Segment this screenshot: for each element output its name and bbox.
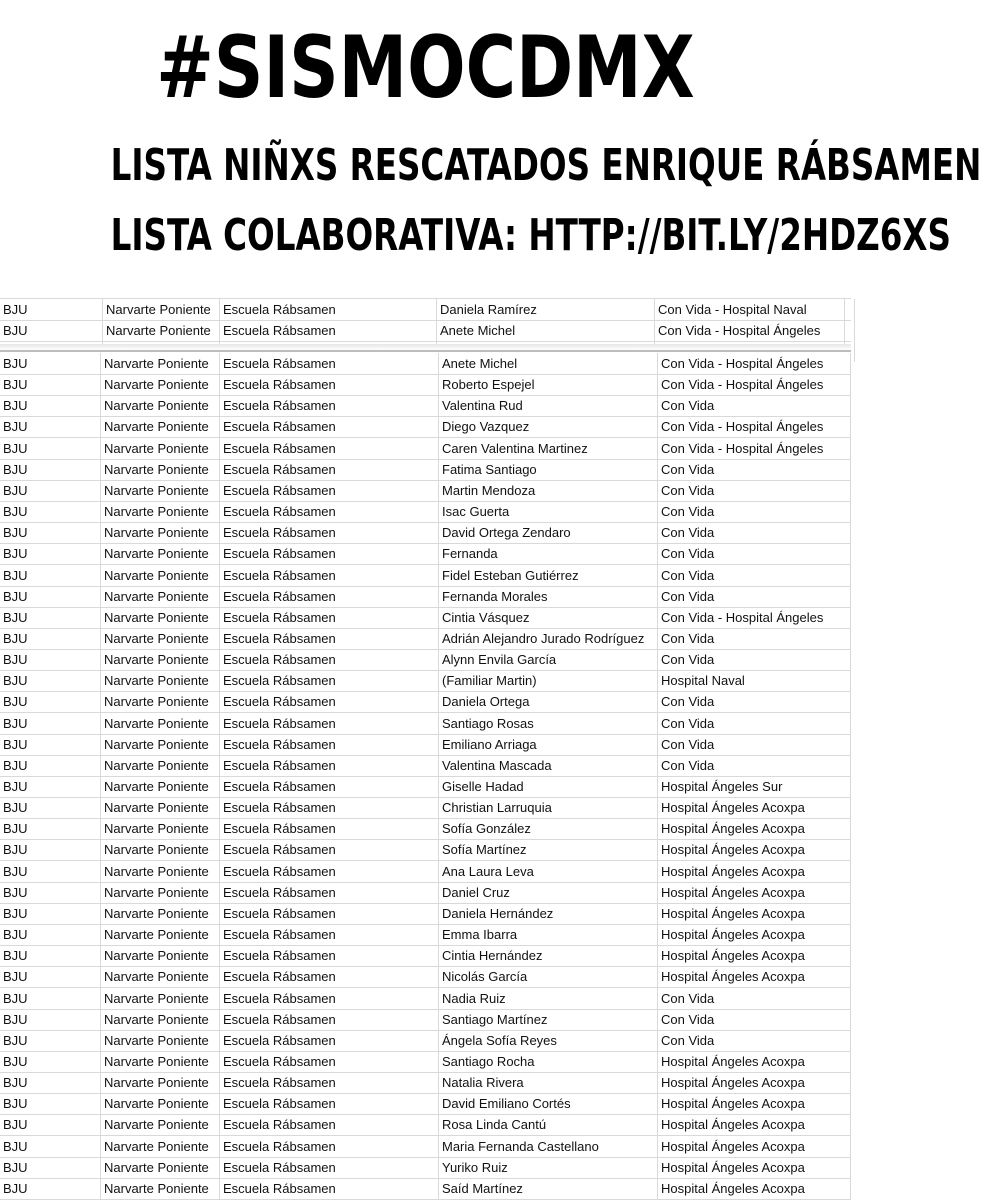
cell-name: Fernanda Morales bbox=[439, 586, 658, 607]
table-row bbox=[0, 522, 851, 544]
table-row bbox=[0, 1136, 851, 1158]
table-row bbox=[0, 776, 851, 798]
collaborative-list-link: LISTA COLABORATIVA: HTTP://BIT.LY/2HDZ6XS bbox=[110, 210, 951, 261]
cell-colonia: Narvarte Poniente bbox=[101, 755, 220, 776]
cell-status: Con Vida - Hospital Ángeles bbox=[658, 416, 851, 437]
cell-delegation: BJU bbox=[0, 1114, 101, 1135]
table-row bbox=[0, 649, 851, 671]
cell-school: Escuela Rábsamen bbox=[220, 1178, 439, 1199]
cell-status: Con Vida bbox=[658, 522, 851, 543]
cell-colonia: Narvarte Poniente bbox=[101, 882, 220, 903]
cell-name: Giselle Hadad bbox=[439, 776, 658, 797]
cell-school: Escuela Rábsamen bbox=[220, 1093, 439, 1114]
cell-colonia: Narvarte Poniente bbox=[101, 945, 220, 966]
table-row bbox=[0, 670, 851, 692]
cell-name: David Ortega Zendaro bbox=[439, 522, 658, 543]
cell-colonia: Narvarte Poniente bbox=[101, 1136, 220, 1157]
cell-school: Escuela Rábsamen bbox=[220, 1136, 439, 1157]
cell-delegation: BJU bbox=[0, 691, 101, 712]
cell-status: Con Vida bbox=[658, 649, 851, 670]
table-row bbox=[0, 459, 851, 481]
cell-school: Escuela Rábsamen bbox=[220, 734, 439, 755]
cell-empty bbox=[845, 320, 855, 341]
cell-name: Maria Fernanda Castellano bbox=[439, 1136, 658, 1157]
cell-school: Escuela Rábsamen bbox=[220, 882, 439, 903]
cell-colonia: Narvarte Poniente bbox=[101, 395, 220, 416]
cell-school: Escuela Rábsamen bbox=[220, 691, 439, 712]
cell-delegation: BJU bbox=[0, 755, 101, 776]
cell-name: (Familiar Martin) bbox=[439, 670, 658, 691]
cell-status: Hospital Ángeles Acoxpa bbox=[658, 1136, 851, 1157]
cell-colonia: Narvarte Poniente bbox=[103, 320, 220, 341]
table-row bbox=[0, 1093, 851, 1115]
cell-name: Daniel Cruz bbox=[439, 882, 658, 903]
cell-status: Hospital Ángeles Acoxpa bbox=[658, 839, 851, 860]
table-row bbox=[0, 374, 851, 396]
cell-colonia: Narvarte Poniente bbox=[101, 797, 220, 818]
spreadsheet-top-fragment bbox=[0, 298, 851, 347]
cell-colonia: Narvarte Poniente bbox=[101, 691, 220, 712]
table-row bbox=[0, 586, 851, 608]
cell-school: Escuela Rábsamen bbox=[220, 501, 439, 522]
cell-delegation: BJU bbox=[0, 670, 101, 691]
cell-colonia: Narvarte Poniente bbox=[101, 649, 220, 670]
cell-name: Ángela Sofía Reyes bbox=[439, 1030, 658, 1051]
cell-delegation: BJU bbox=[0, 1157, 101, 1178]
cell-status: Con Vida - Hospital Ángeles bbox=[658, 374, 851, 395]
cell-colonia: Narvarte Poniente bbox=[101, 966, 220, 987]
cell-school: Escuela Rábsamen bbox=[220, 607, 439, 628]
table-row bbox=[0, 565, 851, 587]
cell-delegation: BJU bbox=[0, 1178, 101, 1199]
cell-delegation: BJU bbox=[0, 1051, 101, 1072]
cell-name: Daniela Ortega bbox=[439, 691, 658, 712]
cell-school: Escuela Rábsamen bbox=[220, 565, 439, 586]
cell-name: Yuriko Ruiz bbox=[439, 1157, 658, 1178]
cell-colonia: Narvarte Poniente bbox=[101, 1114, 220, 1135]
cell-status: Hospital Ángeles Acoxpa bbox=[658, 1093, 851, 1114]
cell-school: Escuela Rábsamen bbox=[220, 818, 439, 839]
cell-school: Escuela Rábsamen bbox=[220, 480, 439, 501]
cell-school: Escuela Rábsamen bbox=[220, 649, 439, 670]
cell-colonia: Narvarte Poniente bbox=[101, 734, 220, 755]
cell-delegation: BJU bbox=[0, 480, 101, 501]
cell-delegation: BJU bbox=[0, 416, 101, 437]
table-row bbox=[0, 607, 851, 629]
cell-status: Con Vida bbox=[658, 459, 851, 480]
table-row bbox=[0, 1157, 851, 1179]
cell-colonia: Narvarte Poniente bbox=[101, 607, 220, 628]
table-row bbox=[0, 818, 851, 840]
cell-status: Hospital Ángeles Acoxpa bbox=[658, 861, 851, 882]
cell-school: Escuela Rábsamen bbox=[220, 586, 439, 607]
cell-status: Hospital Naval bbox=[658, 670, 851, 691]
cell-school: Escuela Rábsamen bbox=[220, 945, 439, 966]
cell-delegation: BJU bbox=[0, 501, 101, 522]
cell-delegation: BJU bbox=[0, 713, 101, 734]
cell-delegation: BJU bbox=[0, 1072, 101, 1093]
cell-school: Escuela Rábsamen bbox=[220, 353, 439, 374]
cell-delegation: BJU bbox=[0, 734, 101, 755]
table-row bbox=[0, 320, 851, 342]
table-row bbox=[0, 628, 851, 650]
cell-name: Nicolás García bbox=[439, 966, 658, 987]
cell-status: Hospital Ángeles Sur bbox=[658, 776, 851, 797]
cell-school: Escuela Rábsamen bbox=[220, 988, 439, 1009]
table-row bbox=[0, 988, 851, 1010]
cell-name: Anete Michel bbox=[437, 320, 655, 341]
cell-school: Escuela Rábsamen bbox=[220, 755, 439, 776]
cell-school: Escuela Rábsamen bbox=[220, 1157, 439, 1178]
cell-name: Rosa Linda Cantú bbox=[439, 1114, 658, 1135]
cell-delegation: BJU bbox=[0, 839, 101, 860]
cell-status: Con Vida - Hospital Ángeles bbox=[658, 438, 851, 459]
table-row bbox=[0, 1030, 851, 1052]
cell-name: Caren Valentina Martinez bbox=[439, 438, 658, 459]
cell-status: Con Vida bbox=[658, 734, 851, 755]
cell-school: Escuela Rábsamen bbox=[220, 395, 439, 416]
cell-name: Christian Larruquia bbox=[439, 797, 658, 818]
table-row bbox=[0, 501, 851, 523]
cell-colonia: Narvarte Poniente bbox=[101, 438, 220, 459]
table-row bbox=[0, 1051, 851, 1073]
cell-school: Escuela Rábsamen bbox=[220, 299, 437, 320]
cell-name: Natalia Rivera bbox=[439, 1072, 658, 1093]
table-row bbox=[0, 903, 851, 925]
cell-status: Hospital Ángeles Acoxpa bbox=[658, 1157, 851, 1178]
cell-colonia: Narvarte Poniente bbox=[101, 1157, 220, 1178]
cell-school: Escuela Rábsamen bbox=[220, 543, 439, 564]
cell-name: Fatima Santiago bbox=[439, 459, 658, 480]
cell-delegation: BJU bbox=[0, 1009, 101, 1030]
cell-status: Hospital Ángeles Acoxpa bbox=[658, 903, 851, 924]
cell-delegation: BJU bbox=[0, 988, 101, 1009]
cell-school: Escuela Rábsamen bbox=[220, 713, 439, 734]
poster-header bbox=[0, 0, 981, 292]
table-row bbox=[0, 691, 851, 713]
cell-delegation: BJU bbox=[0, 459, 101, 480]
cell-colonia: Narvarte Poniente bbox=[101, 480, 220, 501]
cell-school: Escuela Rábsamen bbox=[220, 522, 439, 543]
table-row bbox=[0, 1009, 851, 1031]
cell-colonia: Narvarte Poniente bbox=[101, 924, 220, 945]
cell-delegation: BJU bbox=[0, 649, 101, 670]
cell-colonia: Narvarte Poniente bbox=[101, 416, 220, 437]
cell-name: Ana Laura Leva bbox=[439, 861, 658, 882]
cell-name: Alynn Envila García bbox=[439, 649, 658, 670]
cell-colonia: Narvarte Poniente bbox=[101, 713, 220, 734]
table-row bbox=[0, 416, 851, 438]
cell-status: Con Vida bbox=[658, 395, 851, 416]
cell-name: Daniela Ramírez bbox=[437, 299, 655, 320]
table-row bbox=[0, 1178, 851, 1200]
cell-delegation: BJU bbox=[0, 1030, 101, 1051]
cell-name: Valentina Rud bbox=[439, 395, 658, 416]
cell-school: Escuela Rábsamen bbox=[220, 1072, 439, 1093]
cell-name: Isac Guerta bbox=[439, 501, 658, 522]
cell-delegation: BJU bbox=[0, 797, 101, 818]
cell-status: Hospital Ángeles Acoxpa bbox=[658, 945, 851, 966]
cell-name: Santiago Martínez bbox=[439, 1009, 658, 1030]
cell-delegation: BJU bbox=[0, 966, 101, 987]
cell-colonia: Narvarte Poniente bbox=[101, 839, 220, 860]
cell-colonia: Narvarte Poniente bbox=[101, 903, 220, 924]
table-row bbox=[0, 945, 851, 967]
cell-colonia: Narvarte Poniente bbox=[101, 818, 220, 839]
cell-status: Hospital Ángeles Acoxpa bbox=[658, 1178, 851, 1199]
cell-delegation: BJU bbox=[0, 565, 101, 586]
cell-school: Escuela Rábsamen bbox=[220, 797, 439, 818]
cell-status: Con Vida bbox=[658, 1009, 851, 1030]
cell-colonia: Narvarte Poniente bbox=[101, 459, 220, 480]
table-row bbox=[0, 755, 851, 777]
cell-delegation: BJU bbox=[0, 945, 101, 966]
cell-colonia: Narvarte Poniente bbox=[101, 1009, 220, 1030]
cell-delegation: BJU bbox=[0, 882, 101, 903]
cell-status: Con Vida bbox=[658, 628, 851, 649]
cell-delegation: BJU bbox=[0, 374, 101, 395]
cell-colonia: Narvarte Poniente bbox=[101, 670, 220, 691]
cell-delegation: BJU bbox=[0, 586, 101, 607]
table-row bbox=[0, 395, 851, 417]
cell-delegation: BJU bbox=[0, 903, 101, 924]
cell-name: Fidel Esteban Gutiérrez bbox=[439, 565, 658, 586]
cell-name: Daniela Hernández bbox=[439, 903, 658, 924]
cell-delegation: BJU bbox=[0, 522, 101, 543]
cell-delegation: BJU bbox=[0, 353, 101, 374]
cell-name: Diego Vazquez bbox=[439, 416, 658, 437]
table-row bbox=[0, 734, 851, 756]
cell-delegation: BJU bbox=[0, 1093, 101, 1114]
cell-name: Adrián Alejandro Jurado Rodríguez bbox=[439, 628, 658, 649]
cell-school: Escuela Rábsamen bbox=[220, 1009, 439, 1030]
cell-name: Sofía González bbox=[439, 818, 658, 839]
cell-school: Escuela Rábsamen bbox=[220, 1030, 439, 1051]
table-row bbox=[0, 1072, 851, 1094]
cell-name: Sofía Martínez bbox=[439, 839, 658, 860]
table-row bbox=[0, 861, 851, 883]
table-row bbox=[0, 353, 851, 375]
cell-delegation: BJU bbox=[0, 628, 101, 649]
cell-colonia: Narvarte Poniente bbox=[101, 776, 220, 797]
cell-colonia: Narvarte Poniente bbox=[101, 861, 220, 882]
cell-school: Escuela Rábsamen bbox=[220, 839, 439, 860]
cell-status: Con Vida bbox=[658, 501, 851, 522]
cell-status: Con Vida bbox=[658, 988, 851, 1009]
cell-school: Escuela Rábsamen bbox=[220, 1051, 439, 1072]
cell-school: Escuela Rábsamen bbox=[220, 374, 439, 395]
cell-colonia: Narvarte Poniente bbox=[101, 1072, 220, 1093]
cell-school: Escuela Rábsamen bbox=[220, 924, 439, 945]
cell-delegation: BJU bbox=[0, 607, 101, 628]
cell-status: Hospital Ángeles Acoxpa bbox=[658, 818, 851, 839]
cell-status: Con Vida bbox=[658, 713, 851, 734]
cell-school: Escuela Rábsamen bbox=[220, 903, 439, 924]
cell-school: Escuela Rábsamen bbox=[220, 776, 439, 797]
cell-school: Escuela Rábsamen bbox=[220, 861, 439, 882]
cell-school: Escuela Rábsamen bbox=[220, 628, 439, 649]
cell-colonia: Narvarte Poniente bbox=[103, 299, 220, 320]
cell-name: David Emiliano Cortés bbox=[439, 1093, 658, 1114]
table-row bbox=[0, 480, 851, 502]
cell-colonia: Narvarte Poniente bbox=[101, 1051, 220, 1072]
hashtag-title: #SISMOCDMX bbox=[156, 18, 695, 118]
cell-status: Con Vida - Hospital Ángeles bbox=[658, 353, 851, 374]
cell-status: Hospital Ángeles Acoxpa bbox=[658, 797, 851, 818]
cell-colonia: Narvarte Poniente bbox=[101, 353, 220, 374]
cell-status: Con Vida bbox=[658, 565, 851, 586]
cell-name: Anete Michel bbox=[439, 353, 658, 374]
table-row bbox=[0, 924, 851, 946]
cell-status: Con Vida bbox=[658, 691, 851, 712]
cell-status: Con Vida bbox=[658, 1030, 851, 1051]
cell-delegation: BJU bbox=[0, 776, 101, 797]
cell-school: Escuela Rábsamen bbox=[220, 670, 439, 691]
cell-delegation: BJU bbox=[0, 395, 101, 416]
cell-name: Santiago Rocha bbox=[439, 1051, 658, 1072]
cell-colonia: Narvarte Poniente bbox=[101, 522, 220, 543]
table-row bbox=[0, 966, 851, 988]
cell-school: Escuela Rábsamen bbox=[220, 966, 439, 987]
table-row bbox=[0, 713, 851, 735]
table-row bbox=[0, 797, 851, 819]
cell-name: Saíd Martínez bbox=[439, 1178, 658, 1199]
cell-name: Valentina Mascada bbox=[439, 755, 658, 776]
cell-name: Emiliano Arriaga bbox=[439, 734, 658, 755]
cell-delegation: BJU bbox=[0, 924, 101, 945]
cell-status: Con Vida bbox=[658, 586, 851, 607]
cell-name: Cintia Hernández bbox=[439, 945, 658, 966]
cell-school: Escuela Rábsamen bbox=[220, 1114, 439, 1135]
spreadsheet-main bbox=[0, 350, 851, 1202]
table-row bbox=[0, 839, 851, 861]
cell-status: Hospital Ángeles Acoxpa bbox=[658, 966, 851, 987]
cell-colonia: Narvarte Poniente bbox=[101, 628, 220, 649]
cell-status: Hospital Ángeles Acoxpa bbox=[658, 1114, 851, 1135]
cell-name: Roberto Espejel bbox=[439, 374, 658, 395]
cell-colonia: Narvarte Poniente bbox=[101, 374, 220, 395]
cell-delegation: BJU bbox=[0, 299, 103, 320]
cell-name: Santiago Rosas bbox=[439, 713, 658, 734]
cell-status: Con Vida - Hospital Ángeles bbox=[655, 320, 845, 341]
cell-status: Hospital Ángeles Acoxpa bbox=[658, 924, 851, 945]
cell-name: Cintia Vásquez bbox=[439, 607, 658, 628]
cell-status: Con Vida bbox=[658, 755, 851, 776]
table-row bbox=[0, 543, 851, 565]
cell-name: Emma Ibarra bbox=[439, 924, 658, 945]
cell-delegation: BJU bbox=[0, 320, 103, 341]
table-row bbox=[0, 882, 851, 904]
cell-colonia: Narvarte Poniente bbox=[101, 1030, 220, 1051]
cell-school: Escuela Rábsamen bbox=[220, 320, 437, 341]
cell-empty bbox=[845, 299, 855, 320]
table-row bbox=[0, 438, 851, 460]
cell-school: Escuela Rábsamen bbox=[220, 459, 439, 480]
cell-status: Hospital Ángeles Acoxpa bbox=[658, 882, 851, 903]
cell-status: Con Vida bbox=[658, 480, 851, 501]
cell-colonia: Narvarte Poniente bbox=[101, 586, 220, 607]
cell-colonia: Narvarte Poniente bbox=[101, 501, 220, 522]
cell-school: Escuela Rábsamen bbox=[220, 438, 439, 459]
cell-status: Hospital Ángeles Acoxpa bbox=[658, 1072, 851, 1093]
cell-delegation: BJU bbox=[0, 543, 101, 564]
cell-colonia: Narvarte Poniente bbox=[101, 543, 220, 564]
cell-status: Con Vida bbox=[658, 543, 851, 564]
cell-status: Hospital Ángeles Acoxpa bbox=[658, 1051, 851, 1072]
list-title: LISTA NIÑXS RESCATADOS ENRIQUE RÁBSAMEN bbox=[110, 140, 981, 191]
cell-delegation: BJU bbox=[0, 438, 101, 459]
cell-delegation: BJU bbox=[0, 818, 101, 839]
cell-name: Fernanda bbox=[439, 543, 658, 564]
cell-colonia: Narvarte Poniente bbox=[101, 1178, 220, 1199]
cell-school: Escuela Rábsamen bbox=[220, 416, 439, 437]
cell-name: Nadia Ruiz bbox=[439, 988, 658, 1009]
cell-colonia: Narvarte Poniente bbox=[101, 988, 220, 1009]
table-row bbox=[0, 1114, 851, 1136]
table-row bbox=[0, 299, 851, 321]
cell-delegation: BJU bbox=[0, 1136, 101, 1157]
cell-colonia: Narvarte Poniente bbox=[101, 1093, 220, 1114]
cell-status: Con Vida - Hospital Ángeles bbox=[658, 607, 851, 628]
cell-status: Con Vida - Hospital Naval bbox=[655, 299, 845, 320]
cell-name: Martin Mendoza bbox=[439, 480, 658, 501]
cell-delegation: BJU bbox=[0, 861, 101, 882]
cell-colonia: Narvarte Poniente bbox=[101, 565, 220, 586]
